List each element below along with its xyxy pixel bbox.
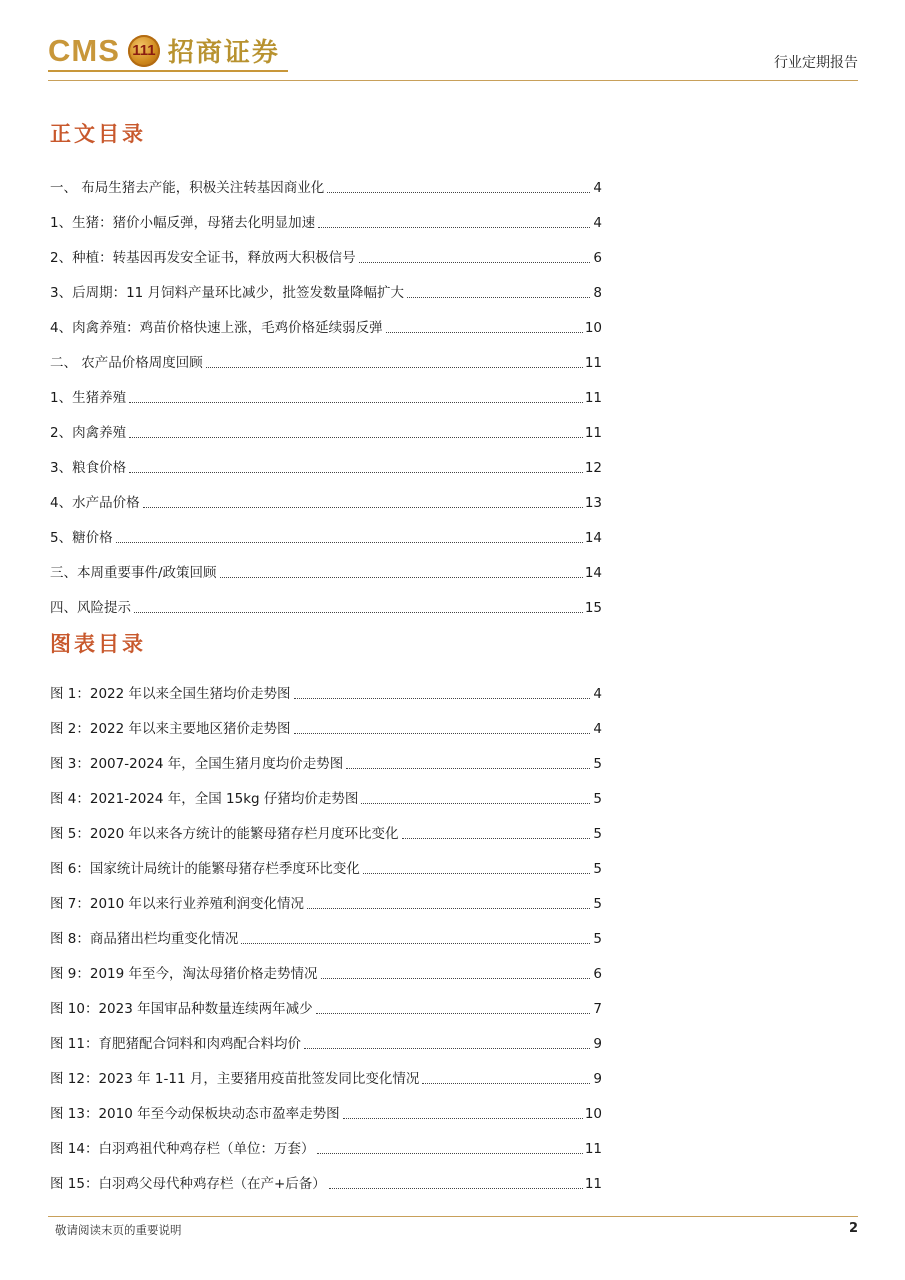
toc-dot-leader — [422, 1083, 590, 1084]
footer-divider — [48, 1216, 858, 1217]
toc-entry-title: 图 1：2022 年以来全国生猪均价走势图 — [50, 686, 291, 702]
toc-dot-leader — [363, 873, 590, 874]
toc-entry[interactable] — [50, 1053, 602, 1088]
toc-entry[interactable] — [50, 512, 602, 547]
toc-entry[interactable] — [50, 948, 602, 983]
toc-dot-leader — [134, 612, 583, 613]
toc-dot-leader — [129, 437, 583, 438]
toc-dot-leader — [294, 698, 590, 699]
toc-entry-page: 13 — [584, 495, 602, 511]
toc-entry-title: 4、水产品价格 — [50, 495, 140, 511]
toc-entry-page: 8 — [593, 285, 602, 301]
toc-entry[interactable] — [50, 703, 602, 738]
toc-entry-page: 11 — [584, 390, 602, 406]
toc-entry[interactable] — [50, 547, 602, 582]
toc-entry-page: 6 — [593, 250, 602, 266]
toc-entry-title: 图 6：国家统计局统计的能繁母猪存栏季度环比变化 — [50, 861, 360, 877]
toc-entry-title: 图 9：2019 年至今，淘汰母猪价格走势情况 — [50, 966, 318, 982]
toc-dot-leader — [294, 733, 590, 734]
toc-entry-page: 4 — [593, 180, 602, 196]
report-type-label: 行业定期报告 — [774, 55, 858, 71]
toc-entry[interactable] — [50, 442, 602, 477]
toc-entry[interactable] — [50, 773, 602, 808]
toc-entry-page: 5 — [593, 931, 602, 947]
toc-entry-title: 三、本周重要事件/政策回顾 — [50, 565, 217, 581]
toc-dot-leader — [343, 1118, 583, 1119]
toc-dot-leader — [206, 367, 583, 368]
toc-entry[interactable] — [50, 582, 602, 617]
toc-entry[interactable] — [50, 1158, 602, 1193]
toc-entry-page: 4 — [593, 721, 602, 737]
toc-entry[interactable] — [50, 1088, 602, 1123]
toc-entry-page: 4 — [593, 215, 602, 231]
toc-dot-leader — [402, 838, 590, 839]
logo-emblem-icon: 111 — [128, 35, 160, 67]
toc-dot-leader — [129, 472, 583, 473]
toc-entry-page: 5 — [593, 896, 602, 912]
toc-dot-leader — [327, 192, 590, 193]
toc-entry-title: 4、肉禽养殖：鸡苗价格快速上涨，毛鸡价格延续弱反弹 — [50, 320, 383, 336]
toc-dot-leader — [307, 908, 590, 909]
toc-entry-page: 11 — [584, 1176, 602, 1192]
toc-dot-leader — [241, 943, 590, 944]
toc-entry[interactable] — [50, 232, 602, 267]
toc-entry-title: 图 10：2023 年国审品种数量连续两年减少 — [50, 1001, 313, 1017]
toc-entry-title: 1、生猪养殖 — [50, 390, 127, 406]
toc-entry-title: 图 13：2010 年至今动保板块动态市盈率走势图 — [50, 1106, 340, 1122]
toc-dot-leader — [346, 768, 590, 769]
toc-entry[interactable] — [50, 372, 602, 407]
toc-entry-title: 图 4：2021-2024 年，全国 15kg 仔猪均价走势图 — [50, 791, 359, 807]
toc-entry-title: 图 2：2022 年以来主要地区猪价走势图 — [50, 721, 291, 737]
toc-main-title: 正文目录 — [50, 122, 146, 146]
toc-entry-page: 4 — [593, 686, 602, 702]
toc-entry-title: 图 15：白羽鸡父母代种鸡存栏（在产+后备） — [50, 1176, 326, 1192]
toc-entry-title: 2、种植：转基因再发安全证书，释放两大积极信号 — [50, 250, 356, 266]
logo-cms-text: CMS — [48, 32, 120, 68]
toc-entry-page: 14 — [584, 530, 602, 546]
page-header — [48, 30, 858, 80]
toc-figures-title: 图表目录 — [50, 632, 146, 656]
page-number: 2 — [848, 1221, 858, 1236]
toc-dot-leader — [116, 542, 583, 543]
toc-entry-title: 四、风险提示 — [50, 600, 131, 616]
toc-entry[interactable] — [50, 197, 602, 232]
toc-entry-page: 9 — [593, 1071, 602, 1087]
toc-dot-leader — [359, 262, 590, 263]
toc-entry-page: 5 — [593, 791, 602, 807]
toc-entry-title: 5、糖价格 — [50, 530, 113, 546]
toc-entry-page: 7 — [593, 1001, 602, 1017]
toc-dot-leader — [407, 297, 590, 298]
toc-entry-title: 图 5：2020 年以来各方统计的能繁母猪存栏月度环比变化 — [50, 826, 399, 842]
toc-dot-leader — [143, 507, 583, 508]
toc-entry[interactable] — [50, 878, 602, 913]
toc-main-list — [50, 162, 602, 617]
toc-dot-leader — [317, 1153, 582, 1154]
toc-dot-leader — [304, 1048, 590, 1049]
toc-entry-title: 3、后周期：11 月饲料产量环比减少，批签发数量降幅扩大 — [50, 285, 405, 301]
toc-entry-title: 3、粮食价格 — [50, 460, 127, 476]
toc-entry-page: 11 — [584, 1141, 602, 1157]
toc-entry-title: 图 11：育肥猪配合饲料和肉鸡配合料均价 — [50, 1036, 301, 1052]
toc-entry-page: 5 — [593, 826, 602, 842]
toc-entry[interactable] — [50, 738, 602, 773]
toc-entry-page: 10 — [584, 320, 602, 336]
toc-entry[interactable] — [50, 983, 602, 1018]
toc-entry[interactable] — [50, 162, 602, 197]
toc-entry-title: 图 7：2010 年以来行业养殖利润变化情况 — [50, 896, 305, 912]
toc-entry-title: 一、 布局生猪去产能，积极关注转基因商业化 — [50, 180, 325, 196]
toc-entry-page: 11 — [584, 355, 602, 371]
company-logo — [48, 32, 280, 69]
toc-dot-leader — [386, 332, 583, 333]
toc-entry[interactable] — [50, 302, 602, 337]
toc-entry[interactable] — [50, 267, 602, 302]
toc-dot-leader — [316, 1013, 590, 1014]
logo-underline — [48, 70, 288, 72]
toc-entry[interactable] — [50, 808, 602, 843]
toc-entry-page: 5 — [593, 861, 602, 877]
logo-chinese-name: 招商证券 — [167, 38, 280, 68]
toc-entry-page: 14 — [584, 565, 602, 581]
toc-entry-page: 9 — [593, 1036, 602, 1052]
toc-entry-title: 图 8：商品猪出栏均重变化情况 — [50, 931, 239, 947]
toc-entry[interactable] — [50, 913, 602, 948]
toc-entry-title: 图 14：白羽鸡祖代种鸡存栏（单位：万套） — [50, 1141, 315, 1157]
toc-entry[interactable] — [50, 668, 602, 703]
toc-entry-page: 15 — [584, 600, 602, 616]
toc-entry-page: 11 — [584, 425, 602, 441]
toc-figures-list — [50, 668, 602, 1193]
toc-entry[interactable] — [50, 1018, 602, 1053]
toc-entry-page: 10 — [584, 1106, 602, 1122]
footer-disclaimer: 敬请阅读末页的重要说明 — [55, 1223, 182, 1237]
toc-entry-title: 2、肉禽养殖 — [50, 425, 127, 441]
toc-entry[interactable] — [50, 843, 602, 878]
toc-entry-title: 1、生猪：猪价小幅反弹，母猪去化明显加速 — [50, 215, 316, 231]
toc-entry-title: 图 3：2007-2024 年，全国生猪月度均价走势图 — [50, 756, 344, 772]
toc-dot-leader — [321, 978, 590, 979]
toc-dot-leader — [129, 402, 583, 403]
toc-entry[interactable] — [50, 337, 602, 372]
toc-entry-page: 6 — [593, 966, 602, 982]
toc-entry-title: 图 12：2023 年 1-11 月，主要猪用疫苗批签发同比变化情况 — [50, 1071, 420, 1087]
header-divider — [48, 80, 858, 81]
toc-entry[interactable] — [50, 477, 602, 512]
toc-dot-leader — [220, 577, 583, 578]
toc-entry[interactable] — [50, 407, 602, 442]
toc-dot-leader — [329, 1188, 583, 1189]
toc-entry[interactable] — [50, 1123, 602, 1158]
toc-entry-page: 12 — [584, 460, 602, 476]
toc-dot-leader — [318, 227, 590, 228]
toc-entry-title: 二、 农产品价格周度回顾 — [50, 355, 203, 371]
toc-entry-page: 5 — [593, 756, 602, 772]
toc-dot-leader — [361, 803, 590, 804]
